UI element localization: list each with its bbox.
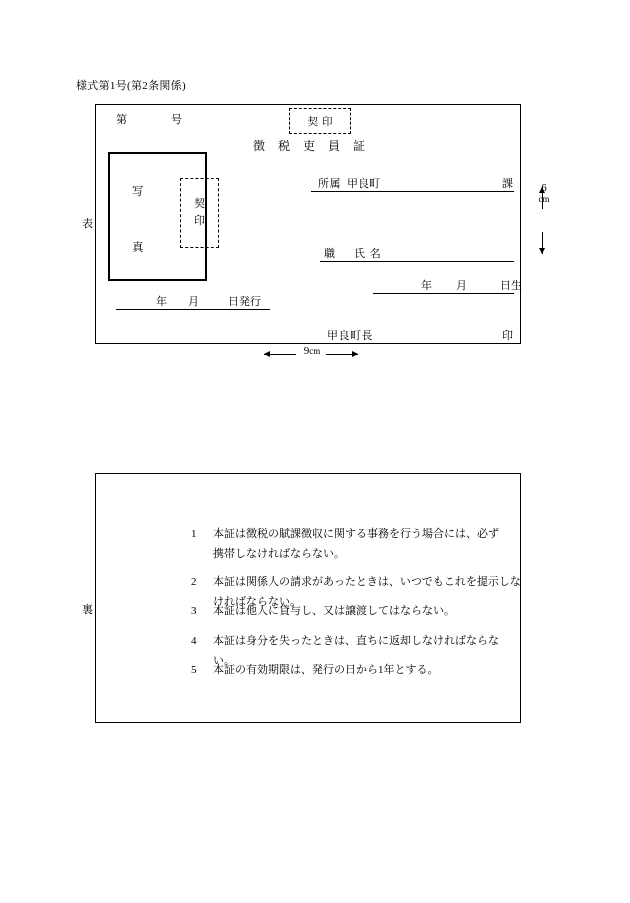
birth-month-label: 月 xyxy=(456,280,467,292)
rule-number: 1 xyxy=(191,528,197,540)
birth-year-label: 年 xyxy=(421,280,432,292)
seal-box-top: 契印 xyxy=(289,108,351,134)
width-arrow-left-icon xyxy=(264,354,296,355)
birth-day-label: 日 xyxy=(500,280,511,292)
card-title: 徴 税 吏 員 証 xyxy=(253,139,371,153)
issue-month-label: 月 xyxy=(188,296,199,308)
seal-photo-line1: 契 xyxy=(194,197,205,210)
height-arrow-down-icon xyxy=(542,232,543,254)
height-value: 6 xyxy=(541,182,547,194)
seal-photo-line2: 印 xyxy=(194,215,205,227)
photo-label-line1: 写 xyxy=(132,186,144,198)
rule-number: 4 xyxy=(191,635,197,647)
width-value: 9 xyxy=(303,345,310,357)
card-number-prefix: 第 xyxy=(116,114,129,126)
rule-item xyxy=(191,601,507,621)
id-card-back xyxy=(95,473,521,723)
affiliation-label: 所属 xyxy=(318,178,341,190)
position-label: 職 xyxy=(324,248,335,260)
affiliation-suffix: 課 xyxy=(502,178,513,190)
issue-underline xyxy=(116,309,270,310)
form-heading: 様式第1号(第2条関係) xyxy=(76,80,186,92)
rule-text: 本証は関係人の請求があったときは、いつでもこれを提示しなければならない。 xyxy=(213,576,521,609)
photo-label-line2: 真 xyxy=(132,242,144,254)
rule-number: 3 xyxy=(191,605,197,617)
seal-box-photo xyxy=(180,178,219,248)
name-label: 氏 名 xyxy=(354,248,382,260)
rule-number: 5 xyxy=(191,664,197,676)
rule-item xyxy=(191,660,507,680)
issue-day-label: 日 xyxy=(228,296,239,308)
rule-text: 本証は他人に貸与し、又は譲渡してはならない。 xyxy=(213,605,455,617)
issue-suffix-label: 発行 xyxy=(239,296,261,308)
front-side-label: 表 xyxy=(82,218,93,230)
rule-item xyxy=(191,524,507,565)
birth-suffix-label: 生 xyxy=(511,280,522,292)
id-card-front xyxy=(95,104,521,344)
rule-text: 本証は徴税の賦課徴収に関する事務を行う場合には、必ず携帯しなければならない。 xyxy=(213,528,499,561)
issue-day-suffix xyxy=(228,293,261,309)
card-number-suffix: 号 xyxy=(171,114,182,126)
back-side-label: 裏 xyxy=(82,604,93,616)
height-dimension xyxy=(535,182,553,204)
height-unit: cm xyxy=(538,194,550,204)
issue-year-label: 年 xyxy=(156,296,167,308)
affiliation-underline xyxy=(311,191,514,192)
width-dimension xyxy=(262,345,362,357)
width-unit: cm xyxy=(309,346,321,356)
width-arrow-right-icon xyxy=(326,354,358,355)
rule-text: 本証の有効期限は、発行の日から1年とする。 xyxy=(213,664,439,676)
affiliation-value: 甲良町 xyxy=(347,178,380,190)
birth-day-suffix xyxy=(500,277,522,293)
rule-text: 本証は身分を失ったときは、直ちに返却しなければならない。 xyxy=(213,635,499,668)
birth-underline xyxy=(373,293,514,294)
issuer-seal-mark: 印 xyxy=(502,330,513,342)
name-underline xyxy=(320,261,514,262)
rule-number: 2 xyxy=(191,576,197,588)
issuer-name: 甲良町長 xyxy=(327,330,373,342)
